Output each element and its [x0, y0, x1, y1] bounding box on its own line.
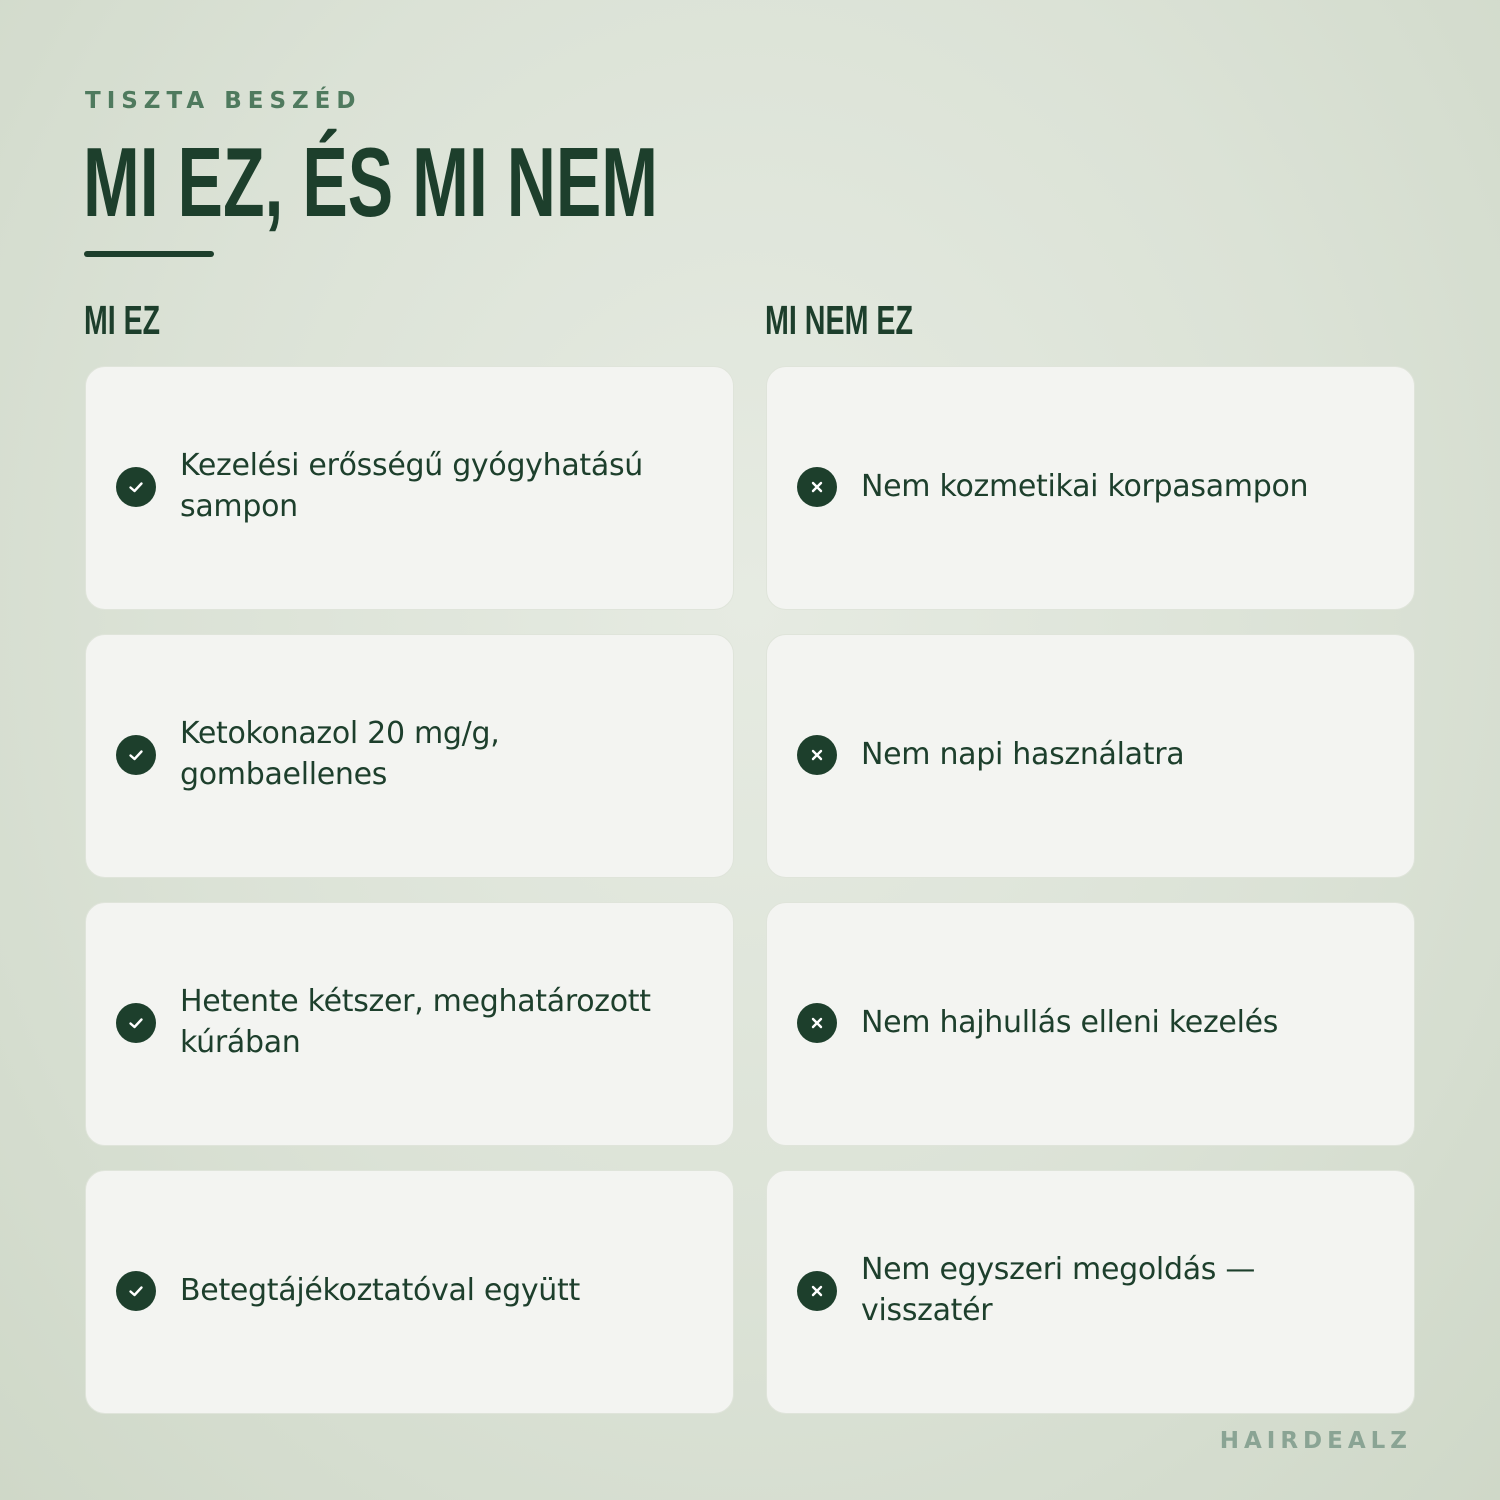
page-title-text: MI EZ, ÉS MI NEM — [83, 127, 658, 237]
card-text — [861, 1249, 1255, 1331]
card-right — [766, 634, 1415, 878]
card-text — [180, 981, 651, 1063]
card-text — [861, 466, 1308, 507]
column-right — [766, 366, 1415, 1414]
page-title — [83, 127, 983, 237]
title-underline — [84, 251, 214, 257]
eyebrow-label: TISZTA BESZÉD — [85, 88, 362, 114]
card-right — [766, 1170, 1415, 1414]
card-text — [180, 1270, 580, 1311]
card-text-line: Ketokonazol 20 mg/g, — [180, 716, 500, 751]
column-heading-left-text: MI EZ — [84, 297, 160, 343]
card-text-line: Nem kozmetikai korpasampon — [861, 468, 1309, 504]
column-heading-left — [84, 296, 284, 342]
x-icon — [797, 1271, 837, 1311]
card-text-line: Hetente kétszer, meghatározott — [180, 984, 651, 1019]
card-text-line: Betegtájékoztatóval együtt — [180, 1272, 580, 1308]
card-text — [180, 445, 643, 527]
check-icon — [116, 467, 156, 507]
card-text-line: Nem napi használatra — [861, 736, 1185, 772]
brand-logo-text: HAIRDEALZ — [1219, 1428, 1412, 1454]
card-text-line: Kezelési erősségű gyógyhatású — [180, 448, 644, 483]
check-icon — [116, 735, 156, 775]
x-icon — [797, 735, 837, 775]
card-right — [766, 366, 1415, 610]
card-text-line: Nem hajhullás elleni kezelés — [861, 1004, 1279, 1040]
card-text-line: visszatér — [861, 1293, 993, 1328]
card-text-line: gombaellenes — [180, 757, 388, 792]
card-left — [85, 902, 734, 1146]
check-icon — [116, 1003, 156, 1043]
card-text-line: sampon — [180, 489, 298, 524]
column-heading-right — [765, 296, 1065, 342]
card-text-line: kúrában — [180, 1025, 301, 1060]
card-text — [180, 713, 499, 795]
card-text — [861, 734, 1184, 775]
card-left — [85, 1170, 734, 1414]
x-icon — [797, 1003, 837, 1043]
column-left — [85, 366, 734, 1414]
x-icon — [797, 467, 837, 507]
card-text-line: Nem egyszeri megoldás — — [861, 1252, 1256, 1287]
card-text — [861, 1002, 1278, 1043]
card-right — [766, 902, 1415, 1146]
check-icon — [116, 1271, 156, 1311]
card-left — [85, 366, 734, 610]
column-heading-right-text: MI NEM EZ — [765, 297, 913, 343]
card-left — [85, 634, 734, 878]
